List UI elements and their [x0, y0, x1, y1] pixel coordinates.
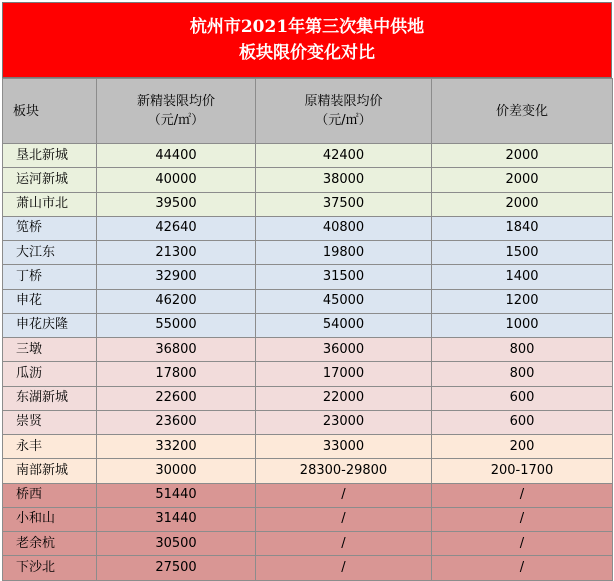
header-row — [3, 79, 613, 144]
new-price: 17800 — [97, 362, 256, 386]
table-row — [3, 386, 613, 410]
header-new-price-label: 新精装限均价 — [136, 94, 215, 109]
old-price: 33000 — [256, 435, 432, 459]
new-price: 23600 — [97, 410, 256, 434]
price-diff: 2000 — [432, 168, 613, 192]
header-old-price — [256, 79, 432, 144]
district-name: 申花庆隆 — [3, 313, 97, 337]
price-diff: 200 — [432, 435, 613, 459]
table-row — [3, 410, 613, 434]
new-price: 40000 — [97, 168, 256, 192]
old-price: 42400 — [256, 144, 432, 168]
price-diff: / — [432, 556, 613, 580]
header-new-price — [97, 79, 256, 144]
price-diff: 200-1700 — [432, 459, 613, 483]
header-district: 板块 — [3, 79, 97, 144]
price-table — [2, 78, 613, 581]
new-price: 21300 — [97, 241, 256, 265]
new-price: 39500 — [97, 192, 256, 216]
district-name: 崇贤 — [3, 410, 97, 434]
old-price: 22000 — [256, 386, 432, 410]
district-name: 丁桥 — [3, 265, 97, 289]
price-diff: 600 — [432, 386, 613, 410]
price-diff: 1840 — [432, 216, 613, 240]
district-name: 小和山 — [3, 507, 97, 531]
new-price: 42640 — [97, 216, 256, 240]
price-diff: / — [432, 532, 613, 556]
new-price: 46200 — [97, 289, 256, 313]
table-row — [3, 313, 613, 337]
price-diff: 2000 — [432, 192, 613, 216]
old-price: 28300-29800 — [256, 459, 432, 483]
title-line-2: 板块限价变化对比 — [239, 43, 375, 63]
table-row — [3, 362, 613, 386]
table-row — [3, 507, 613, 531]
district-name: 垦北新城 — [3, 144, 97, 168]
price-diff: 800 — [432, 362, 613, 386]
district-name: 三墩 — [3, 338, 97, 362]
price-diff: 800 — [432, 338, 613, 362]
table-row — [3, 338, 613, 362]
old-price: 36000 — [256, 338, 432, 362]
price-diff: 1200 — [432, 289, 613, 313]
table-row — [3, 216, 613, 240]
price-diff: 1400 — [432, 265, 613, 289]
district-name: 下沙北 — [3, 556, 97, 580]
district-name: 老余杭 — [3, 532, 97, 556]
new-price: 30500 — [97, 532, 256, 556]
table-row — [3, 556, 613, 580]
new-price: 22600 — [97, 386, 256, 410]
old-price: 54000 — [256, 313, 432, 337]
table-row — [3, 265, 613, 289]
table-row — [3, 144, 613, 168]
price-diff: / — [432, 507, 613, 531]
new-price: 32900 — [97, 265, 256, 289]
price-diff: 1500 — [432, 241, 613, 265]
new-price: 31440 — [97, 507, 256, 531]
old-price: / — [256, 483, 432, 507]
table-row — [3, 532, 613, 556]
old-price: / — [256, 507, 432, 531]
new-price: 55000 — [97, 313, 256, 337]
header-old-price-unit: （元/㎡） — [315, 113, 372, 128]
table-row — [3, 168, 613, 192]
title-line-1: 杭州市2021年第三次集中供地 — [189, 17, 425, 37]
header-new-price-unit: （元/㎡） — [147, 113, 205, 128]
table-row — [3, 192, 613, 216]
table-row — [3, 435, 613, 459]
price-diff: 2000 — [432, 144, 613, 168]
old-price: 23000 — [256, 410, 432, 434]
table-row — [3, 289, 613, 313]
old-price: 19800 — [256, 241, 432, 265]
district-name: 萧山市北 — [3, 192, 97, 216]
old-price: / — [256, 556, 432, 580]
district-name: 大江东 — [3, 241, 97, 265]
price-diff: / — [432, 483, 613, 507]
header-old-price-label: 原精装限均价 — [304, 94, 383, 109]
new-price: 33200 — [97, 435, 256, 459]
old-price: 38000 — [256, 168, 432, 192]
sheet-title — [2, 2, 612, 78]
old-price: 37500 — [256, 192, 432, 216]
old-price: 45000 — [256, 289, 432, 313]
district-name: 瓜沥 — [3, 362, 97, 386]
new-price: 30000 — [97, 459, 256, 483]
price-diff: 600 — [432, 410, 613, 434]
table-row — [3, 241, 613, 265]
new-price: 51440 — [97, 483, 256, 507]
price-diff: 1000 — [432, 313, 613, 337]
district-name: 笕桥 — [3, 216, 97, 240]
old-price: 40800 — [256, 216, 432, 240]
district-name: 桥西 — [3, 483, 97, 507]
new-price: 27500 — [97, 556, 256, 580]
district-name: 永丰 — [3, 435, 97, 459]
old-price: / — [256, 532, 432, 556]
header-price-diff: 价差变化 — [432, 79, 613, 144]
district-name: 运河新城 — [3, 168, 97, 192]
new-price: 44400 — [97, 144, 256, 168]
district-name: 申花 — [3, 289, 97, 313]
table-row — [3, 459, 613, 483]
old-price: 17000 — [256, 362, 432, 386]
district-name: 东湖新城 — [3, 386, 97, 410]
table-row — [3, 483, 613, 507]
district-name: 南部新城 — [3, 459, 97, 483]
old-price: 31500 — [256, 265, 432, 289]
new-price: 36800 — [97, 338, 256, 362]
